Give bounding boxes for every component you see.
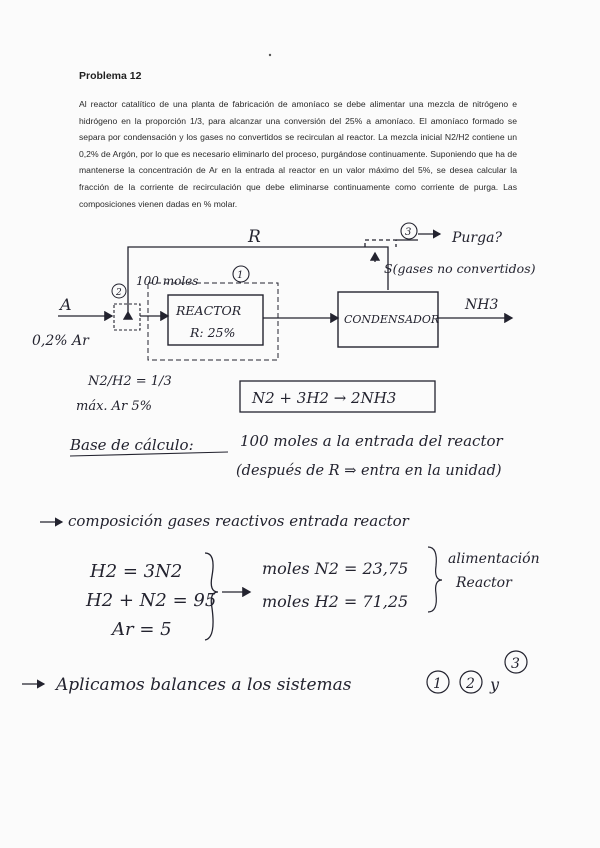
condenser-name: CONDENSADOR bbox=[344, 313, 440, 326]
product-label: NH3 bbox=[465, 297, 499, 313]
equation-3: Ar = 5 bbox=[112, 619, 172, 640]
svg-text:3: 3 bbox=[511, 656, 520, 672]
svg-text:1: 1 bbox=[433, 676, 442, 692]
basis-line-2: (después de R ⇒ entra en la unidad) bbox=[236, 463, 502, 479]
feed-label: A bbox=[60, 295, 72, 314]
reaction-equation: N2 + 3H2 → 2NH3 bbox=[252, 389, 397, 407]
s-stream-label: S(gases no convertidos) bbox=[384, 261, 536, 276]
and-conjunction: y bbox=[490, 675, 500, 694]
reactor-name: REACTOR bbox=[176, 303, 242, 318]
ratio-note: N2/H2 = 1/3 bbox=[88, 374, 172, 389]
system-ref-1 bbox=[427, 671, 449, 693]
basis-title: Base de cálculo: bbox=[70, 436, 194, 454]
svg-text:1: 1 bbox=[237, 270, 244, 281]
svg-text:2: 2 bbox=[466, 676, 475, 692]
composition-title: composición gases reactivos entrada reactor bbox=[68, 512, 409, 530]
system-ref-2 bbox=[460, 671, 482, 693]
scan-dot bbox=[269, 54, 271, 56]
balances-line: Aplicamos balances a los sistemas bbox=[56, 675, 352, 695]
purge-marker bbox=[401, 223, 417, 239]
result-h2: moles H2 = 71,25 bbox=[262, 592, 409, 611]
system-ref-3 bbox=[505, 651, 527, 673]
problem-title: Problema 12 bbox=[79, 70, 142, 82]
result-brace bbox=[428, 547, 442, 612]
result-label-1: alimentación bbox=[448, 551, 540, 567]
equation-2: H2 + N2 = 95 bbox=[86, 590, 217, 611]
purge-label: Purga? bbox=[452, 230, 502, 246]
result-label-2: Reactor bbox=[456, 575, 512, 591]
reactor-conversion: R: 25% bbox=[190, 325, 236, 340]
problem-statement: Al reactor catalítico de una planta de fabricación de amoníaco se debe alimentar una mezcla de nitrógeno e hidrógeno en la proporción 1/3, para alcanzar una conversión del 25% a amoníaco. El amoníaco formado se separa por condensación y los gases no convertidos se recirculan al reactor. La mezcla inicial N2/H2 contiene un 0,2% de Argón, por lo que es necesario eliminarlo del proceso, purgándose continuamente. Suponiendo que ha de mantenerse la concentración de Ar en la entrada al reactor en un valor máximo del 5%, se desea calcular la fracción de la corriente de recirculación que debe eliminarse continuamente como corriente de purga. Las composiciones vienen dadas en % molar. bbox=[79, 99, 517, 209]
feed-composition: 0,2% Ar bbox=[32, 333, 89, 349]
system-1-marker bbox=[233, 266, 249, 282]
result-n2: moles N2 = 23,75 bbox=[262, 559, 409, 578]
mixer-marker: 2 bbox=[116, 288, 122, 298]
recycle-label: R bbox=[248, 227, 261, 247]
basis-label: 100 moles bbox=[136, 274, 199, 288]
basis-line-1: 100 moles a la entrada del reactor bbox=[240, 432, 503, 450]
svg-text:3: 3 bbox=[405, 227, 412, 238]
max-ar-note: máx. Ar 5% bbox=[76, 399, 153, 414]
equation-1: H2 = 3N2 bbox=[90, 561, 183, 582]
